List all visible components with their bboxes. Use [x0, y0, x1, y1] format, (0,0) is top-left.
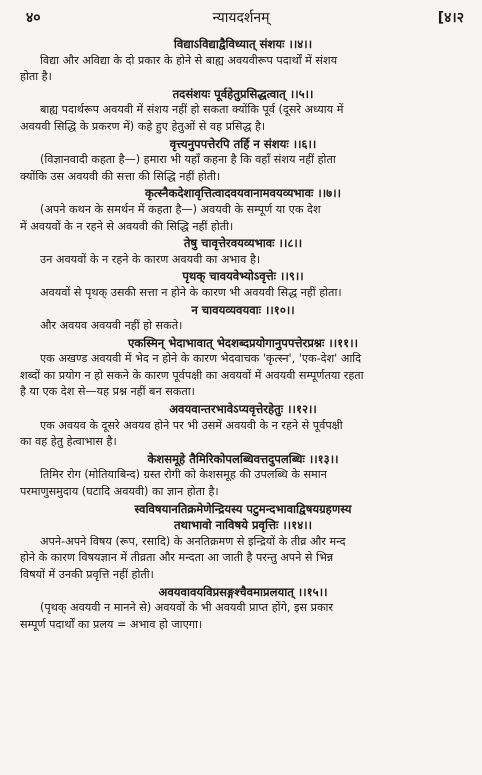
commentary-line: अवयवों से पृथक् उसकी सत्ता न होने के कारण भी अवयवी सिद्ध नहीं होता। [40, 285, 342, 299]
sutra-line: तदसंशयः पूर्वहेतुप्रसिद्धत्वात् ।।५।। [172, 86, 314, 101]
page-header [12, 8, 470, 34]
commentary-line: परमाणुसमुदाय (घटादि अवयवी) का ज्ञान होता है। [20, 485, 219, 499]
commentary-line: अवयवी सिद्धि के प्रकरण में) कहे हुए हेतुओं से वह प्रसिद्ध है। [20, 119, 266, 133]
commentary-line: और अवयव अवयवी नहीं हो सकते। [40, 319, 183, 333]
commentary-line: शब्दों का प्रयोग न हो सकने के कारण पूर्वपक्षी का अवयवों में अवयवी सम्पूर्णतया रहता [20, 368, 364, 382]
commentary-line: है या एक देश से—यह प्रश्न नहीं बन सकता। [20, 385, 195, 399]
sutra-line: केशसमूहे तैमिरिकोपलब्धिवत्तदुपलब्धिः ।।१३।। [147, 451, 339, 466]
commentary-line: अपने-अपने विषय (रूप, रसादि) के अनतिक्रमण से इन्द्रियों के तीव्र और मन्द [40, 534, 346, 548]
sutra-line: पृथक् चावयवेभ्योऽवृत्तेः ।।९।। [182, 269, 304, 284]
commentary-line: सम्पूर्ण पदार्थों का प्रलय = अभाव हो जाएगा। [20, 617, 203, 631]
commentary-line: का वह हेतु हेत्वाभास है। [20, 435, 117, 449]
sutra-line: स्वविषयानतिक्रमेणेन्द्रियस्य पटुमन्दभावाद्विषयग्रहणस्य [134, 501, 352, 516]
sutra-line: तेषु चावृत्तेरवयव्यभावः ।।८।। [183, 236, 303, 251]
page-body [20, 36, 466, 633]
commentary-line: में अवयवों के न रहने से अवयवी की सिद्धि नहीं होती। [20, 219, 234, 233]
commentary-line: क्योंकि उस अवयवी की सत्ता की सिद्धि नहीं होती। [20, 169, 221, 183]
sutra-line: विद्याऽविद्याद्वैविध्यात् संशयः ।।४।। [173, 37, 313, 51]
commentary-line: विद्या और अविद्या के दो प्रकार के होने से बाह्य अवयवीरूप पदार्थों में संशय [40, 53, 338, 67]
commentary-line: विषयों में उनकी प्रवृत्ति नहीं होती। [20, 568, 154, 581]
section-reference: [४।२ [437, 10, 464, 26]
sutra-line: कृत्स्नैकदेशावृत्तित्वादवयवानामवयव्यभावः ।।७।। [145, 186, 341, 201]
sutra-line: एकस्मिन् भेदाभावात् भेदशब्दप्रयोगानुपपत्तेरप्रश्नः ।।११।। [127, 335, 358, 350]
sutra-line: तथाभावो नाविषये प्रवृत्तिः ।।१४।। [173, 518, 313, 533]
sutra-line: अवयवान्तरभावेऽप्यवृत्तेरहेतुः ।।१२।। [169, 402, 317, 417]
commentary-line: होने के कारण विषयज्ञान में तीव्रता और मन्दता आ जाती है परन्तु अपने से भिन्न [20, 551, 334, 565]
commentary-line: बाह्य पदार्थरूप अवयवी में संशय नहीं हो सकता क्योंकि पूर्व (दूसरे अध्याय में [40, 103, 344, 117]
sutra-line: अवयवावयविप्रसङ्गश्चैवमाप्रलयात् ।।१५।। [158, 584, 328, 599]
sutra-line: वृत्त्यनुपपत्तेरपि तर्हि न संशयः ।।६।। [169, 136, 317, 151]
page-number: ४० [26, 10, 41, 26]
running-title: न्यायदर्शनम् [212, 10, 270, 26]
commentary-line: होता है। [20, 70, 52, 84]
commentary-line: (अपने कथन के समर्थन में कहता है—) अवयवी के सम्पूर्ण या एक देश [40, 202, 321, 216]
commentary-line: (पृथक् अवयवी न मानने से) अवयवों के भी अवयवी प्राप्त होंगे, इस प्रकार [40, 601, 334, 615]
commentary-line: एक अखण्ड अवयवी में भेद न होने के कारण भेदवाचक 'कृत्स्न', 'एक-देश' आदि [40, 352, 362, 366]
commentary-line: (विज्ञानवादी कहता है—) हमारा भी यहाँ कहना है कि वहाँ संशय नहीं होता [40, 153, 336, 167]
sutra-line: न चावयव्यवयवाः ।।१०।। [191, 302, 295, 317]
commentary-line: तिमिर रोग (मोतियाबिन्द) ग्रस्त रोगी को केशसमूह की उपलब्धि के समान [40, 468, 327, 482]
commentary-line: एक अवयव के दूसरे अवयव होने पर भी उसमें अवयवी के न रहने से पूर्वपक्षी [40, 418, 343, 432]
commentary-line: उन अवयवों के न रहने के कारण अवयवी का अभाव है। [40, 252, 261, 266]
